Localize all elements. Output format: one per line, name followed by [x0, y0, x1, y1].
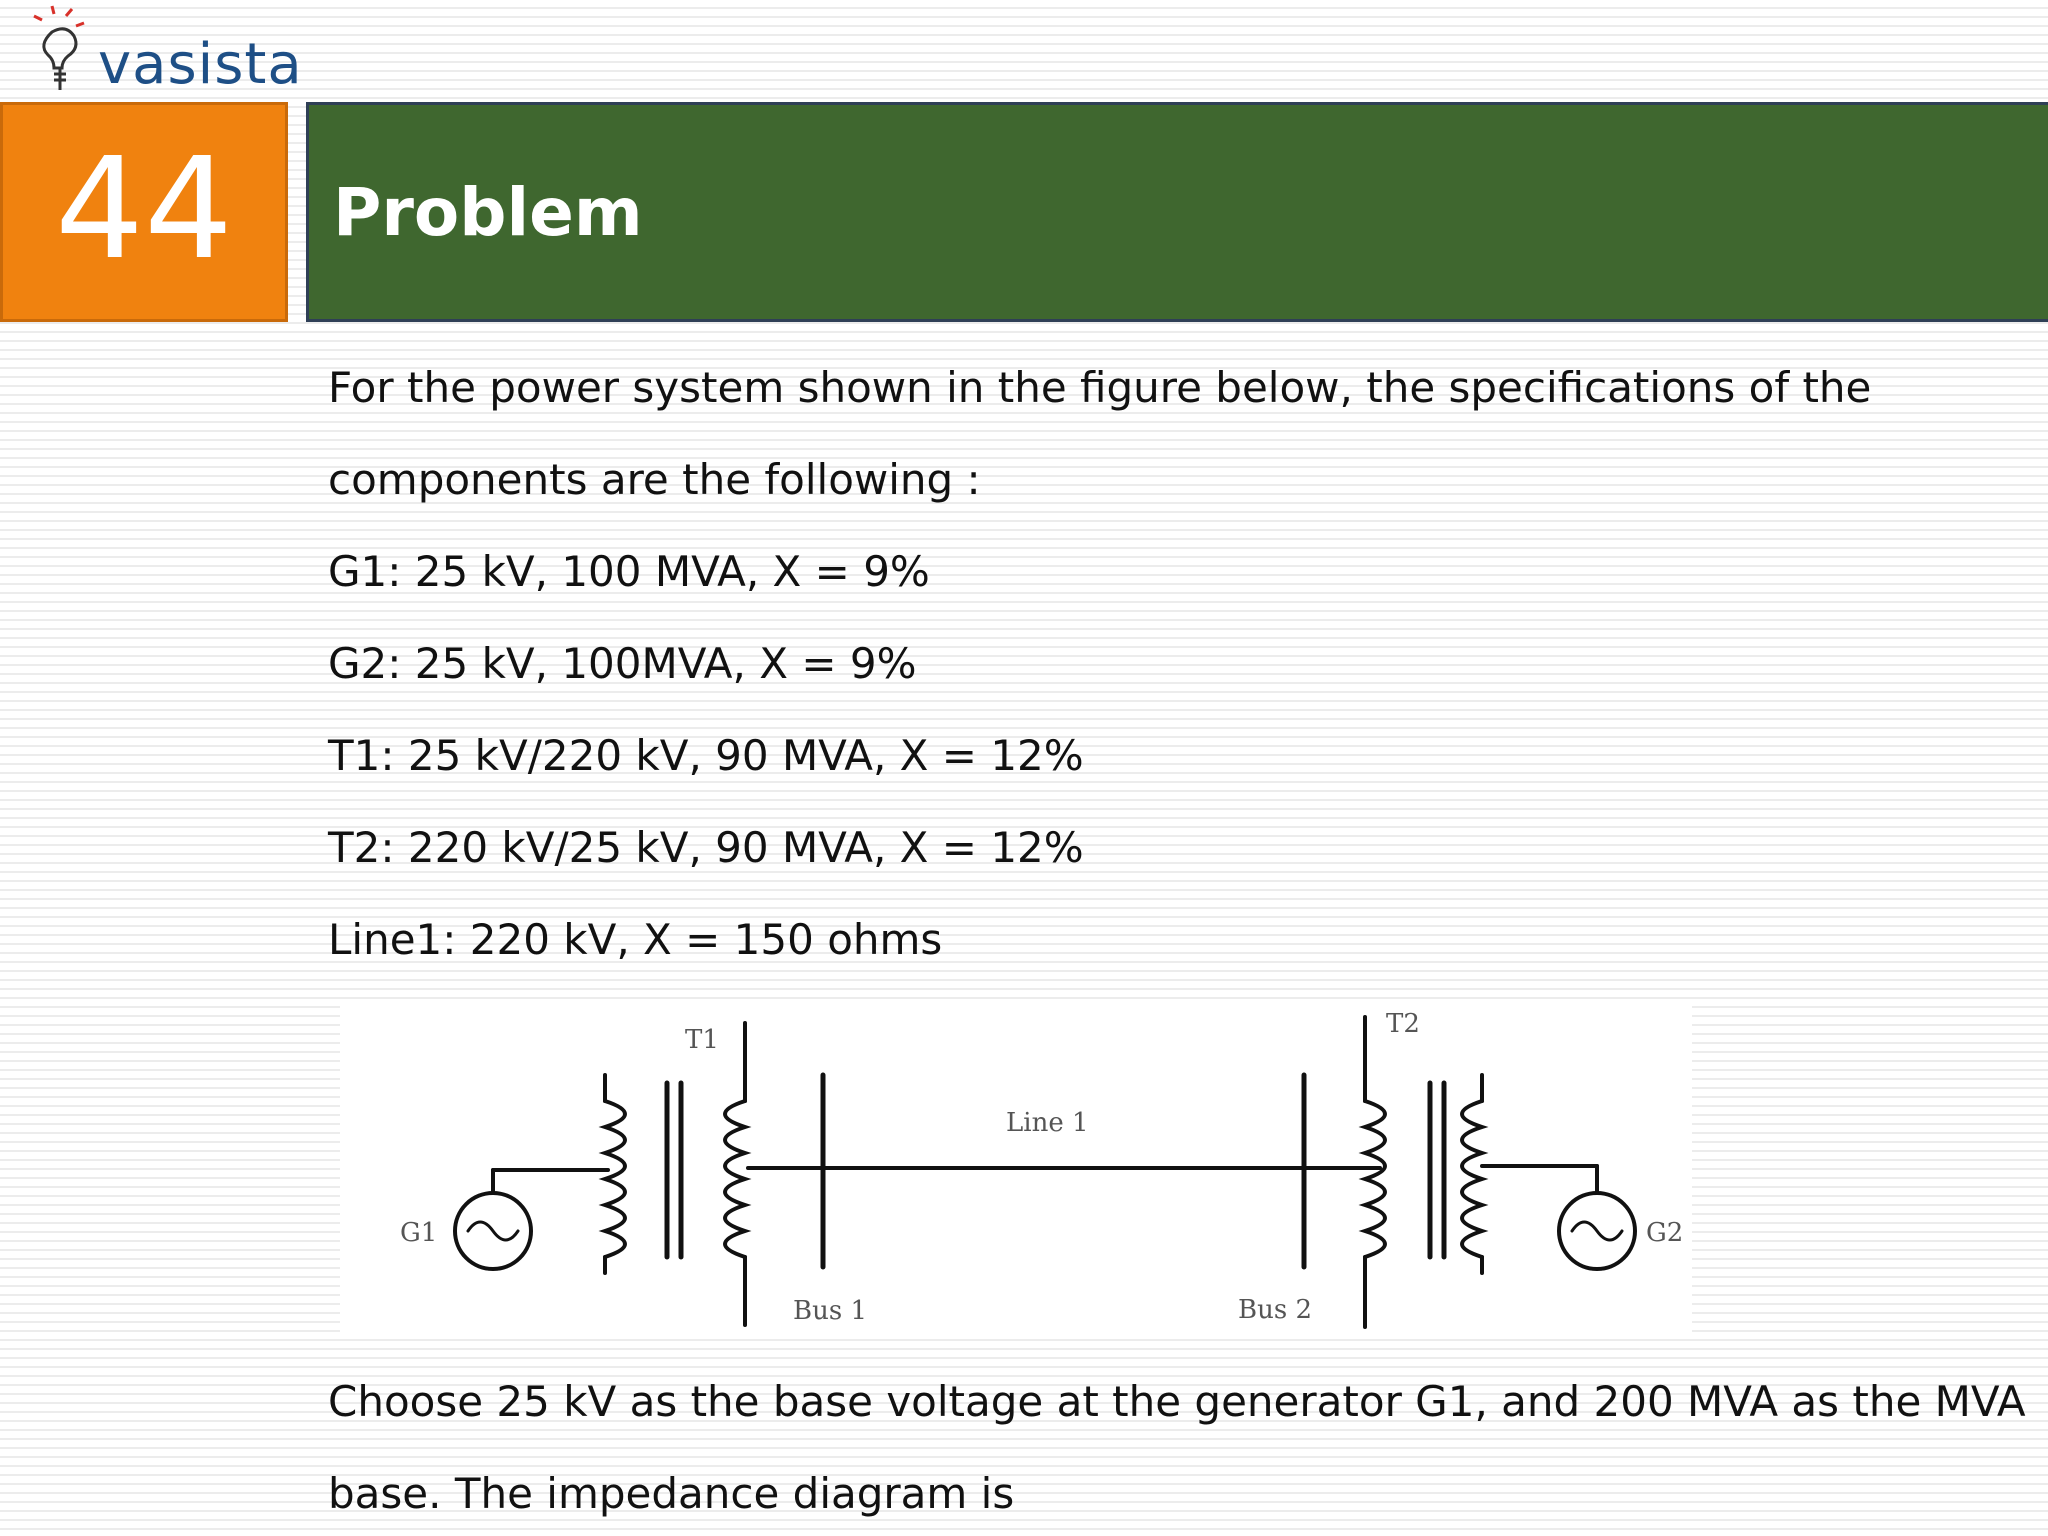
- spec-g2: G2: 25 kV, 100MVA, X = 9%: [328, 639, 917, 688]
- spec-t1: T1: 25 kV/220 kV, 90 MVA, X = 12%: [328, 731, 1084, 780]
- spec-t2: T2: 220 kV/25 kV, 90 MVA, X = 12%: [328, 823, 1084, 872]
- slide-title: Problem: [333, 174, 643, 251]
- logo-text: vasista: [98, 32, 303, 97]
- slide-number-box: [0, 102, 288, 322]
- spec-line1: Line1: 220 kV, X = 150 ohms: [328, 915, 943, 964]
- label-t2: T2: [1386, 1009, 1420, 1039]
- title-banner: [306, 102, 2048, 322]
- label-bus-2: Bus 2: [1238, 1295, 1313, 1325]
- spec-g1: G1: 25 kV, 100 MVA, X = 9%: [328, 547, 930, 596]
- lightbulb-icon: [22, 4, 102, 96]
- single-line-diagram: [340, 1005, 1692, 1338]
- closing-line-2: base. The impedance diagram is: [328, 1469, 1015, 1518]
- intro-line-2: components are the following :: [328, 455, 981, 504]
- label-g2: G2: [1646, 1218, 1684, 1248]
- label-bus-1: Bus 1: [793, 1296, 868, 1326]
- slide-number: 44: [54, 128, 234, 291]
- label-g1: G1: [400, 1218, 438, 1248]
- label-t1: T1: [685, 1025, 719, 1055]
- vasista-logo: [22, 4, 303, 97]
- closing-line-1: Choose 25 kV as the base voltage at the generator G1, and 200 MVA as the MVA: [328, 1377, 2026, 1426]
- intro-line-1: For the power system shown in the figure below, the specifications of the: [328, 363, 1872, 412]
- label-line-1: Line 1: [1006, 1108, 1089, 1138]
